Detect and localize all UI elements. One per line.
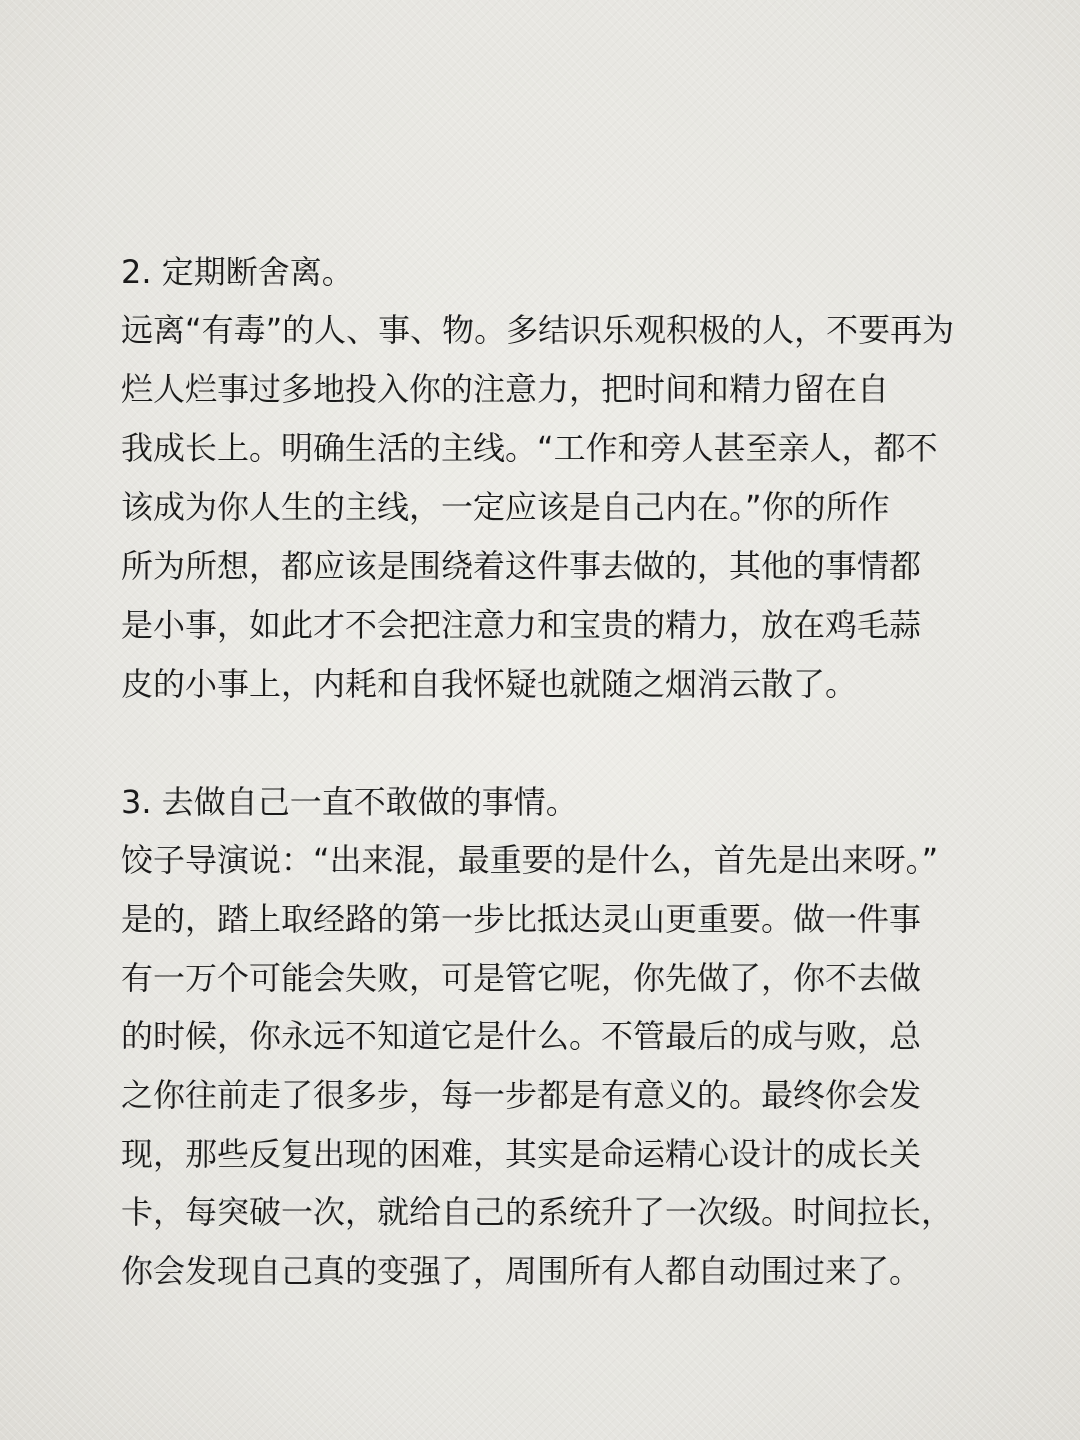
paragraph-line: 你会发现自己真的变强了，周围所有人都自动围过来了。 <box>121 1252 922 1290</box>
paragraph-line: 所为所想，都应该是围绕着这件事去做的，其他的事情都 <box>121 547 922 585</box>
section-heading: 3. 去做自己一直不敢做的事情。 <box>121 783 578 821</box>
paragraph-line: 皮的小事上，内耗和自我怀疑也就随之烟消云散了。 <box>121 665 858 703</box>
paragraph-line: 之你往前走了很多步，每一步都是有意义的。最终你会发 <box>121 1076 922 1114</box>
paragraph-line: 是的，踏上取经路的第一步比抵达灵山更重要。做一件事 <box>121 900 922 938</box>
paragraph-line: 现，那些反复出现的困难，其实是命运精心设计的成长关 <box>121 1135 922 1173</box>
section-heading: 2. 定期断舍离。 <box>121 253 354 291</box>
paragraph-line: 的时候，你永远不知道它是什么。不管最后的成与败，总 <box>121 1017 922 1055</box>
paragraph-line: 我成长上。明确生活的主线。“工作和旁人甚至亲人，都不 <box>121 429 938 467</box>
paragraph-line: 烂人烂事过多地投入你的注意力，把时间和精力留在自 <box>121 370 890 408</box>
document-page <box>121 0 971 1440</box>
paragraph-line: 该成为你人生的主线，一定应该是自己内在。”你的所作 <box>121 488 890 526</box>
paragraph-line: 饺子导演说：“出来混，最重要的是什么，首先是出来呀。” <box>121 841 939 879</box>
paragraph-line: 卡，每突破一次，就给自己的系统升了一次级。时间拉长， <box>121 1193 954 1231</box>
paragraph-line: 有一万个可能会失败，可是管它呢，你先做了，你不去做 <box>121 959 922 997</box>
paragraph-line: 是小事，如此才不会把注意力和宝贵的精力，放在鸡毛蒜 <box>121 606 922 644</box>
paragraph-line: 远离“有毒”的人、事、物。多结识乐观积极的人，不要再为 <box>121 311 955 349</box>
